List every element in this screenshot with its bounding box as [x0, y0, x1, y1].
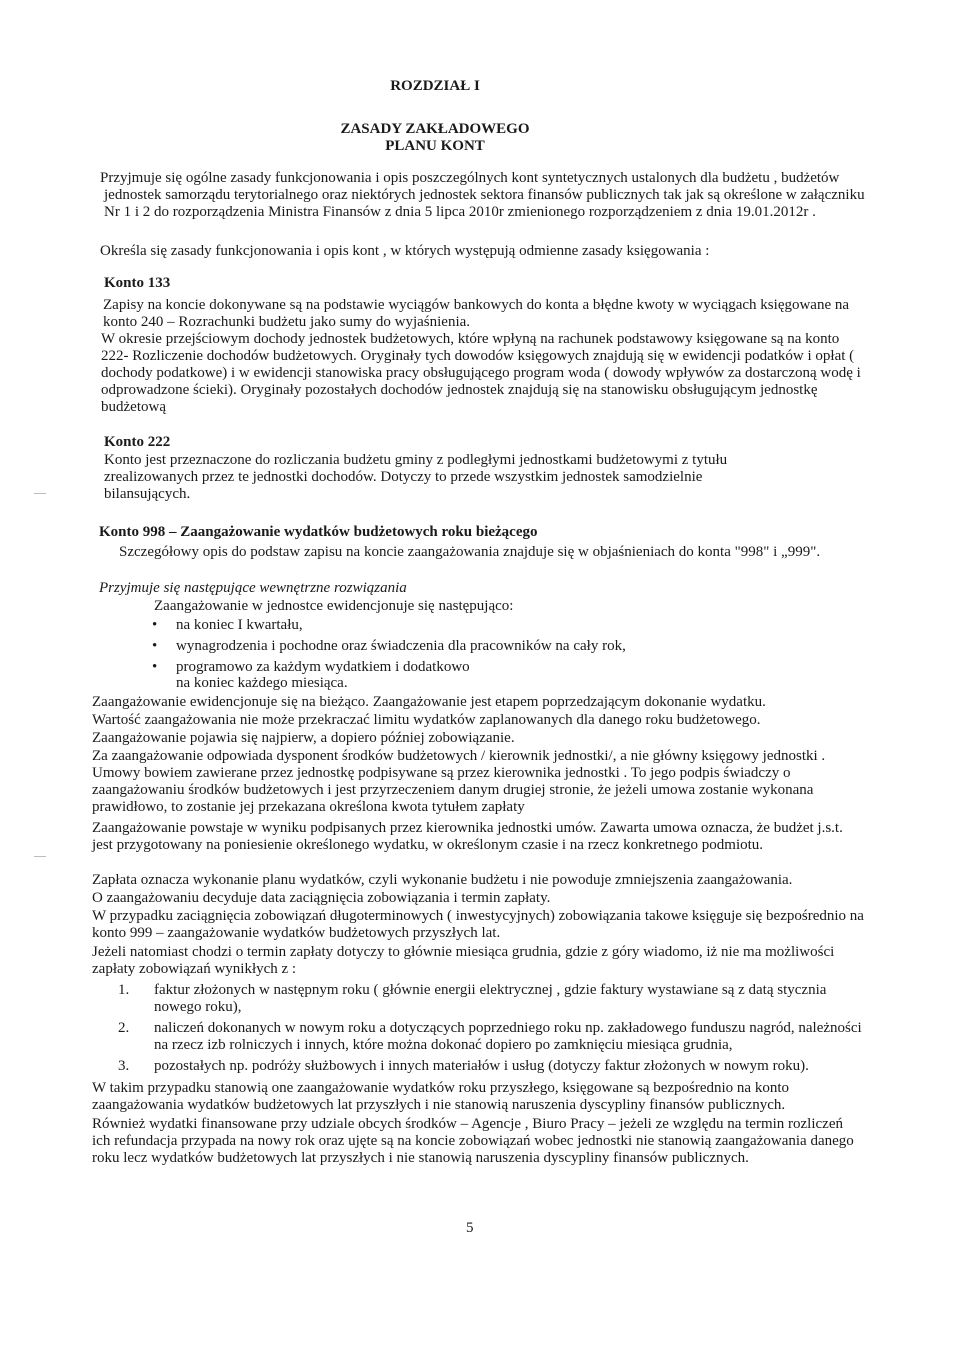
- item-number: 1.: [118, 982, 130, 998]
- bullet-item: • wynagrodzenia i pochodne oraz świadczenia dla pracowników na cały rok,: [150, 638, 850, 655]
- bullet-continuation: na koniec każdego miesiąca.: [176, 675, 348, 691]
- konto-998-heading: Konto 998 – Zaangażowanie wydatków budżetowych roku bieżącego: [99, 524, 538, 540]
- zaangazowanie-line: Zaangażowanie pojawia się najpierw, a dopiero później zobowiązanie.: [92, 730, 515, 746]
- zaangazowanie-paragraph: Za zaangażowanie odpowiada dysponent środków budżetowych / kierownik jednostki/, a nie główny księgowy jednostki . Umowy bowiem zawierane przez jednostkę podpisywane są przez kierownika jednostki . To jego podpis świadczy o zaangażowaniu środków budżetowych i jest przyrzeczeniem danym drugiej stronie, że jeżeli umowa zostanie wykonana prawidłowo, to zostanie jej przekazana określona kwota tytułem zapłaty: [92, 748, 826, 815]
- item-text: pozostałych np. podróży służbowych i innych materiałów i usług (dotyczy faktur złożonych w nowym roku).: [154, 1058, 809, 1074]
- margin-mark: [34, 856, 46, 857]
- title-line-1: ZASADY ZAKŁADOWEGO: [340, 121, 530, 137]
- intro-paragraph-2: Określa się zasady funkcjonowania i opis kont , w których występują odmienne zasady księgowania :: [100, 243, 710, 259]
- numbered-item: [118, 1058, 862, 1075]
- closing-paragraph: W takim przypadku stanowią one zaangażowanie wydatków roku przyszłego, księgowane są bezpośrednio na konto zaangażowania wydatków budżetowych lat przyszłych i nie stanowią naruszenia dyscypliny finansów publicznych.: [92, 1080, 790, 1113]
- item-text: naliczeń dokonanych w nowym roku a dotyczących poprzedniego roku np. zakładowego funduszu nagród, należności na rzecz izb rolniczych i innych, które można dokonać dopiero po zamknięciu miesiąca grudnia,: [154, 1020, 862, 1053]
- zaangazowanie-line: Wartość zaangażowania nie może przekraczać limitu wydatków zaplanowanych dla danego roku budżetowego.: [92, 712, 761, 728]
- numbered-list: [118, 982, 862, 1079]
- zaangazowanie-line: Zapłata oznacza wykonanie planu wydatków, czyli wykonanie budżetu i nie powoduje zmniejszenia zaangażowania.: [92, 872, 793, 888]
- zaangazowanie-paragraph: W przypadku zaciągnięcia zobowiązań długoterminowych ( inwestycyjnych) zobowiązania takowe księguje się bezpośrednio na konto 999 – zaangażowanie wydatków budżetowych przyszłych lat.: [92, 908, 864, 941]
- list-intro: Zaangażowanie w jednostce ewidencjonuje się następująco:: [154, 598, 514, 614]
- page-number: 5: [466, 1220, 474, 1236]
- numbered-item: [118, 1020, 862, 1054]
- intro-paragraph: Przyjmuje się ogólne zasady funkcjonowania i opis poszczególnych kont syntetycznych ustalonych dla budżetu , budżetów jednostek samorządu terytorialnego oraz niektórych jednostek sektora finansów publicznych tak jak są określone w załączniku Nr 1 i 2 do rozporządzenia Ministra Finansów z dnia 5 lipca 2010r zmienionego rozporządzeniem z dnia 19.01.2012r .: [100, 170, 865, 220]
- item-text: faktur złożonych w następnym roku ( głównie energii elektrycznej , gdzie faktury wystawiane są z datą stycznia nowego roku),: [154, 982, 827, 1015]
- numbered-item: [118, 982, 862, 1016]
- bullet-list: [150, 617, 850, 676]
- konto-222-paragraph: Konto jest przeznaczone do rozliczania budżetu gminy z podległymi jednostkami budżetowymi z tytułu zrealizowanych przez te jednostki dochodów. Dotyczy to przede wszystkim jednostek samodzielnie bilansujących.: [104, 452, 728, 502]
- konto-222-heading: Konto 222: [104, 434, 171, 450]
- konto-998-italic-note: Przyjmuje się następujące wewnętrzne rozwiązania: [99, 580, 407, 596]
- zaangazowanie-line: O zaangażowaniu decyduje data zaciągnięcia zobowiązania i termin zapłaty.: [92, 890, 551, 906]
- item-number: 3.: [118, 1058, 130, 1074]
- zaangazowanie-line: Zaangażowanie ewidencjonuje się na bieżąco. Zaangażowanie jest etapem poprzedzającym dokonanie wydatku.: [92, 694, 766, 710]
- zaangazowanie-paragraph: Jeżeli natomiast chodzi o termin zapłaty dotyczy to głównie miesiąca grudnia, gdzie z góry wiadomo, iż nie ma możliwości zapłaty zobowiązań wynikłych z :: [92, 944, 835, 977]
- margin-mark: [34, 493, 46, 494]
- bullet-item: • na koniec I kwartału,: [150, 617, 850, 634]
- konto-133-heading: Konto 133: [104, 275, 171, 291]
- item-number: 2.: [118, 1020, 130, 1036]
- zaangazowanie-paragraph: Zaangażowanie powstaje w wyniku podpisanych przez kierownika jednostki umów. Zawarta umowa oznacza, że budżet j.s.t. jest przygotowany na poniesienie określonego wydatku, w określonym czasie i na rzecz konkretnego podmiotu.: [92, 820, 843, 853]
- closing-paragraph: Również wydatki finansowane przy udziale obcych środków – Agencje , Biuro Pracy – jeżeli ze względu na termin rozliczeń ich refundacja przypada na nowy rok oraz ujęte są na koncie zobowiązań wobec jednostki nie stanowią zaangażowania danego roku lecz wydatków budżetowych lat przyszłych i nie stanowią naruszenia dyscypliny finansów publicznych.: [92, 1116, 854, 1166]
- konto-998-paragraph: Szczegółowy opis do podstaw zapisu na koncie zaangażowania znajduje się w objaśnieniach do konta "998" i „999".: [119, 544, 821, 560]
- chapter-heading: ROZDZIAŁ I: [390, 78, 480, 94]
- konto-133-paragraph-1: Zapisy na koncie dokonywane są na podstawie wyciągów bankowych do konta a błędne kwoty w wyciągach księgowane na konto 240 – Rozrachunki budżetu jako sumy do wyjaśnienia.: [103, 297, 850, 330]
- bullet-item: • programowo za każdym wydatkiem i dodatkowo: [150, 659, 850, 676]
- title-line-2: PLANU KONT: [385, 138, 485, 154]
- konto-133-paragraph-2: W okresie przejściowym dochody jednostek budżetowych, które wpłyną na rachunek podstawowy księgowane są na konto 222- Rozliczenie dochodów budżetowych. Oryginały tych dowodów księgowych znajdują się w ewidencji podatków i opłat ( dochody podatkowe) i w ewidencji stanowiska pracy obsługującego program woda ( dowody wpływów za dostarczoną wodę i odprowadzone ścieki). Oryginały pozostałych dochodów jednostek znajdują się na stanowisku obsługującym jednostkę budżetową: [101, 331, 861, 415]
